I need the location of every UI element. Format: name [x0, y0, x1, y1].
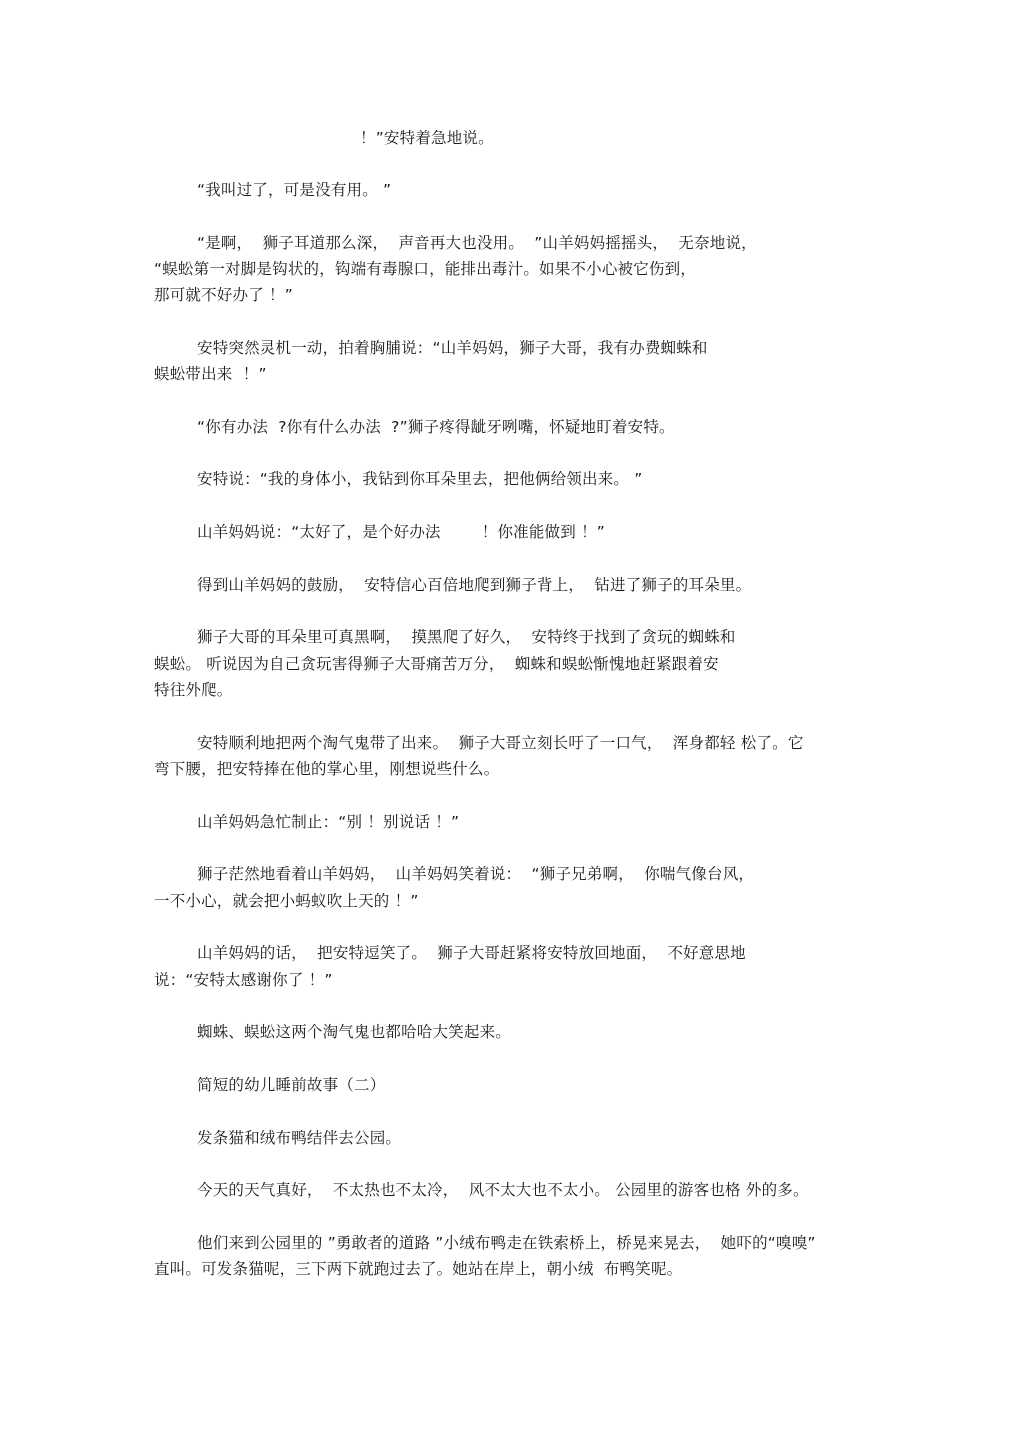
text-line: “我叫过了，可是没有用。 ”: [197, 181, 392, 199]
text-line: 今天的天气真好， 不太热也不太冷， 风不太大也不太小。 公园里的游客也格 外的多。: [197, 1181, 809, 1199]
text-line: 他们来到公园里的 ”勇敢者的道路 ”小绒布鸭走在铁索桥上，桥晃来晃去， 她吓的“嗅嗅”: [197, 1234, 816, 1252]
text-line: 狮子茫然地看着山羊妈妈， 山羊妈妈笑着说： “狮子兄弟啊， 你喘气像台风，: [197, 865, 755, 883]
section-title: 简短的幼儿睡前故事（二）: [197, 1076, 386, 1094]
text-line: 直叫。可发条猫呢，三下两下就跑过去了。她站在岸上，朝小绒 布鸭笑呢。: [154, 1260, 683, 1278]
text-line: 安特说：“我的身体小，我钻到你耳朵里去，把他俩给领出来。 ”: [197, 470, 643, 488]
text-line: 得到山羊妈妈的鼓励， 安特信心百倍地爬到狮子背上， 钻进了狮子的耳朵里。: [197, 576, 752, 594]
text-line: 发条猫和绒布鸭结伴去公园。: [197, 1129, 402, 1147]
text-line: 山羊妈妈的话， 把安特逗笑了。 狮子大哥赶紧将安特放回地面， 不好意思地: [197, 944, 746, 962]
text-line: ！”安特着急地说。: [360, 129, 494, 147]
text-line: 弯下腰，把安特捧在他的掌心里，刚想说些什么。: [154, 760, 500, 778]
text-line: 蜈蚣。 听说因为自己贪玩害得狮子大哥痛苦万分， 蜘蛛和蜈蚣惭愧地赶紧跟着安: [154, 655, 719, 673]
text-line: “你有办法 ?你有什么办法 ?”狮子疼得龇牙咧嘴，怀疑地盯着安特。: [197, 418, 675, 436]
text-line: 特往外爬。: [154, 681, 233, 699]
text-line: “蜈蚣第一对脚是钩状的，钩端有毒腺口，能排出毒汁。如果不小心被它伤到，: [154, 260, 697, 278]
text-line: 狮子大哥的耳朵里可真黑啊， 摸黑爬了好久， 安特终于找到了贪玩的蜘蛛和: [197, 628, 736, 646]
text-line: 安特顺利地把两个淘气鬼带了出来。 狮子大哥立刻长吁了一口气， 浑身都轻 松了。它: [197, 734, 804, 752]
text-line: 安特突然灵机一动，拍着胸脯说：“山羊妈妈，狮子大哥，我有办费蜘蛛和: [197, 339, 708, 357]
text-line: 蜘蛛、蜈蚣这两个淘气鬼也都哈哈大笑起来。: [197, 1023, 512, 1041]
text-line: 蜈蚣带出来 ！”: [154, 365, 267, 383]
text-line: 山羊妈妈说：“太好了，是个好办法 ！你准能做到 ！”: [197, 523, 606, 541]
text-line: 一不小心，就会把小蚂蚁吹上天的 ！”: [154, 892, 419, 910]
text-line: “是啊， 狮子耳道那么深， 声音再大也没用。 ”山羊妈妈摇摇头， 无奈地说，: [197, 234, 757, 252]
text-line: 那可就不好办了 ！”: [154, 286, 293, 304]
text-line: 山羊妈妈急忙制止：“别 ！别说话 ！”: [197, 813, 460, 831]
text-line: 说：“安特太感谢你了 ！”: [154, 971, 333, 989]
